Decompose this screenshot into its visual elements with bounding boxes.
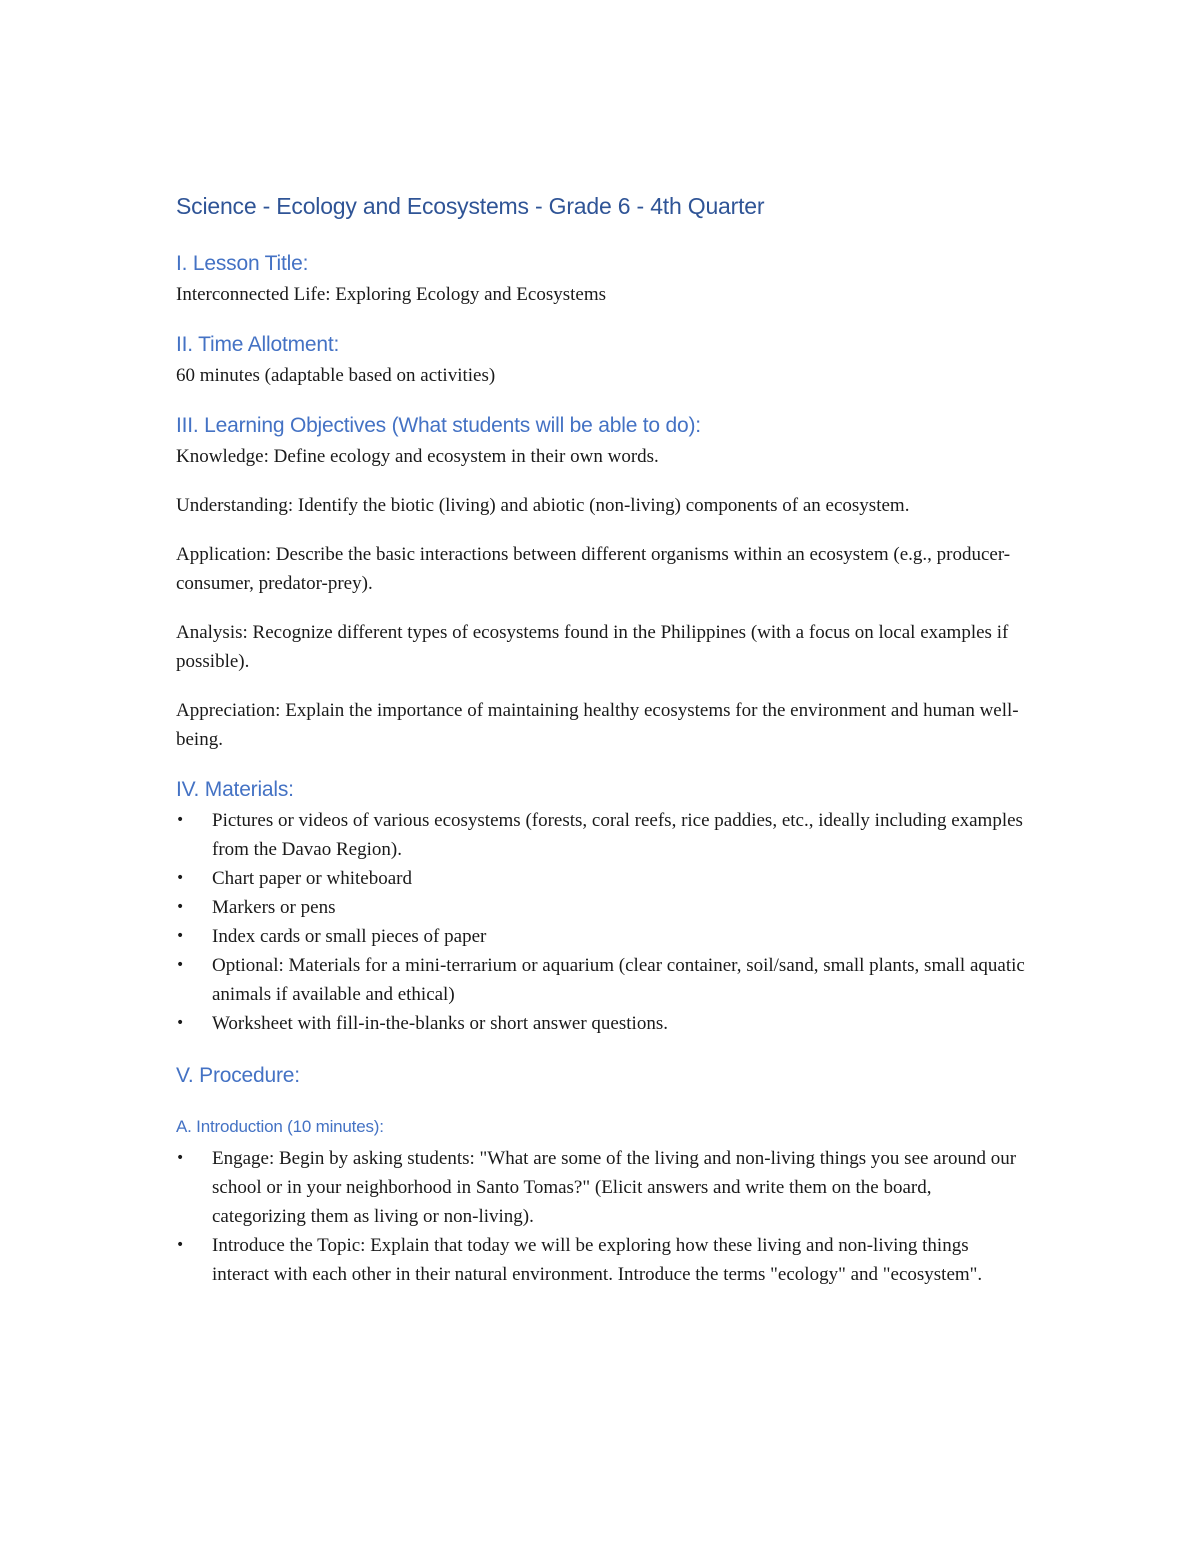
material-text: Markers or pens [212,897,336,918]
procedure-heading: V. Procedure: [176,1064,300,1087]
material-text: Worksheet with fill-in-the-blanks or short answer questions. [212,1013,668,1034]
material-text: Index cards or small pieces of paper [212,926,487,947]
bullet-icon: • [176,957,185,973]
bullet-icon: • [176,1237,185,1253]
objective-understanding: Understanding: Identify the biotic (living) and abiotic (non-living) components of an ecosystem. [176,495,910,516]
bullet-icon: • [176,899,185,915]
material-text: Pictures or videos of various ecosystems (forests, coral reefs, rice paddies, etc., ideally including examples from the Davao Region). [212,810,1023,860]
list-item [176,864,1026,893]
material-text: Optional: Materials for a mini-terrarium or aquarium (clear container, soil/sand, small plants, small aquatic animals if available and ethical) [212,955,1025,1005]
introduction-heading: A. Introduction (10 minutes): [176,1117,384,1136]
list-item [176,1231,1026,1289]
list-item [176,1009,1026,1038]
document-title: Science - Ecology and Ecosystems - Grade 6 - 4th Quarter [176,193,765,219]
bullet-icon: • [176,928,185,944]
material-text: Chart paper or whiteboard [212,868,412,889]
list-item [176,922,1026,951]
objectives-heading: III. Learning Objectives (What students will be able to do): [176,414,701,437]
introduction-text: Engage: Begin by asking students: "What are some of the living and non-living things you see around our school or in your neighborhood in Santo Tomas?" (Elicit answers and write them on the board, categorizing them as living or non-living). [212,1148,1017,1227]
bullet-icon: • [176,812,185,828]
list-item [176,1144,1026,1231]
bullet-icon: • [176,870,185,886]
document-page [176,188,1026,1289]
bullet-icon: • [176,1015,185,1031]
time-allotment-text: 60 minutes (adaptable based on activities) [176,365,496,386]
objective-knowledge: Knowledge: Define ecology and ecosystem in their own words. [176,446,659,467]
objective-analysis: Analysis: Recognize different types of ecosystems found in the Philippines (with a focus on local examples if possible). [176,622,1009,672]
list-item [176,951,1026,1009]
lesson-title-heading: I. Lesson Title: [176,252,309,275]
introduction-text: Introduce the Topic: Explain that today we will be exploring how these living and non-living things interact with each other in their natural environment. Introduce the terms "ecology" and "ecosystem". [212,1235,983,1285]
lesson-title-text: Interconnected Life: Exploring Ecology and Ecosystems [176,284,607,305]
materials-heading: IV. Materials: [176,778,294,801]
objective-appreciation: Appreciation: Explain the importance of maintaining healthy ecosystems for the environment and human well-being. [176,700,1019,750]
bullet-icon: • [176,1150,185,1166]
materials-list [176,806,1026,1038]
list-item [176,806,1026,864]
introduction-list [176,1144,1026,1289]
list-item [176,893,1026,922]
objective-application: Application: Describe the basic interactions between different organisms within an ecosystem (e.g., producer-consumer, predator-prey). [176,544,1011,594]
time-allotment-heading: II. Time Allotment: [176,333,340,356]
